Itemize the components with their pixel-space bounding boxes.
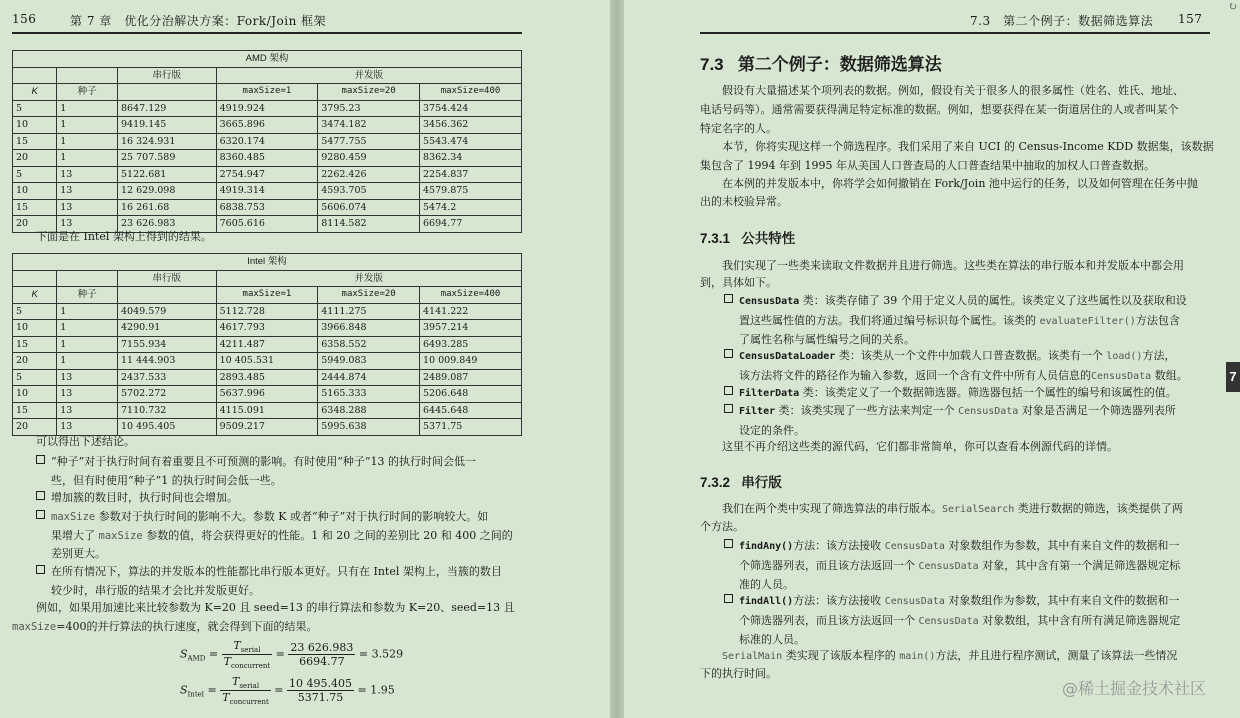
table-cell: 10 xyxy=(13,386,57,403)
paragraph-line: 我们在两个类中实现了筛选算法的串行版本。SerialSearch 类进行数据的筛选，该类提供了两 xyxy=(722,502,1183,515)
table-cell: 20 xyxy=(13,353,57,370)
table-cell: 3754.424 xyxy=(420,100,522,117)
table-cell: 13 xyxy=(57,402,118,419)
table-cell: 5 xyxy=(13,166,57,183)
table-row xyxy=(13,303,522,320)
maxsize-20-header: maxSize=20 xyxy=(318,84,420,101)
table-cell: 5112.728 xyxy=(216,303,318,320)
book-gutter xyxy=(610,0,624,718)
maxsize-1-header: maxSize=1 xyxy=(216,84,318,101)
table-cell: 13 xyxy=(57,183,118,200)
table-cell: 5637.996 xyxy=(216,386,318,403)
table-cell: 2262.426 xyxy=(318,166,420,183)
serial-header: 串行版 xyxy=(118,67,217,84)
table-cell: 9509.217 xyxy=(216,419,318,436)
table-cell: 5474.2 xyxy=(420,199,522,216)
table-cell: 6838.753 xyxy=(216,199,318,216)
paragraph-line: SerialMain 类实现了该版本程序的 main()方法，并且进行程序测试，测量了该算法一些情况 xyxy=(722,649,1178,662)
table-cell: 5995.638 xyxy=(318,419,420,436)
table-cell: 4115.091 xyxy=(216,402,318,419)
class-bullet-filterdata: FilterData 类：该类定义了一个数据筛选器。筛选器包括一个属性的编号和该属性的值。 xyxy=(724,384,1177,404)
table-cell: 2754.947 xyxy=(216,166,318,183)
method-bullet-findall: findAll()方法：该方法接收 CensusData 对象数组作为参数，其中有来自文件的数据和一 个筛选器列表，而且该方法返回一个 CensusData 对象数组，其中含有所有满足筛选器规定 标准的人员。 xyxy=(724,592,1214,650)
table-cell: 3474.182 xyxy=(318,117,420,134)
paragraph-line: 集包含了 1994 年到 1995 年从美国人口普查局的人口普查结果中抽取的加权人口普查数据。 xyxy=(700,159,1155,172)
conclusion-bullet-2: 增加簇的数目时，执行时间也会增加。 xyxy=(36,489,238,508)
table-cell: 6348.288 xyxy=(318,402,420,419)
method-bullet-findany: findAny()方法：该方法接收 CensusData 对象数组作为参数，其中有来自文件的数据和一 个筛选器列表，而且该方法返回一个 CensusData 对象，其中含有第一个满足筛选器规定标 准的人员。 xyxy=(724,537,1214,595)
table-row xyxy=(13,402,522,419)
checkbox-bullet-icon xyxy=(36,565,45,574)
chapter-side-tab[interactable]: 7 xyxy=(1226,362,1240,392)
maxsize-400-header: maxSize=400 xyxy=(420,84,522,101)
table-cell: 8362.34 xyxy=(420,150,522,167)
table-row xyxy=(13,369,522,386)
table-cell: 6320.174 xyxy=(216,133,318,150)
table-cell: 20 xyxy=(13,216,57,233)
table-row xyxy=(13,320,522,337)
conclusion-bullet-1: “种子”对于执行时间有着重要且不可预测的影响。有时使用“种子”13 的执行时间会低一 些，但有时使用“种子”1 的执行时间会低一些。 xyxy=(36,453,526,490)
class-bullet-filter: Filter 类：该类实现了一些方法来判定一个 CensusData 对象是否满足一个筛选器列表所 设定的条件。 xyxy=(724,402,1214,440)
table-cell: 1 xyxy=(57,320,118,337)
table-cell: 4049.579 xyxy=(118,303,217,320)
table-cell: 9419.145 xyxy=(118,117,217,134)
table-cell: 1 xyxy=(57,303,118,320)
table-cell: 5 xyxy=(13,303,57,320)
table-cell: 2254.837 xyxy=(420,166,522,183)
table-cell: 15 xyxy=(13,199,57,216)
paragraph-line: 到，具体如下。 xyxy=(700,276,777,289)
k-header: K xyxy=(13,84,57,101)
right-page xyxy=(624,0,1240,718)
table-cell: 4579.875 xyxy=(420,183,522,200)
table-cell: 25 707.589 xyxy=(118,150,217,167)
maxsize-1-header: maxSize=1 xyxy=(216,287,318,304)
table-cell: 3665.896 xyxy=(216,117,318,134)
table-cell: 6445.648 xyxy=(420,402,522,419)
table-cell: 13 xyxy=(57,419,118,436)
class-bullet-censusdataloader: CensusDataLoader 类：该类从一个文件中加载人口普查数据。该类有一个 load()方法， 该方法将文件的路径作为输入参数，返回一个含有文件中所有人员信息的CensusData 数组。 xyxy=(724,347,1214,386)
table-cell: 4617.793 xyxy=(216,320,318,337)
conclusion-bullet-3: maxSize 参数对于执行时间的影响不大。参数 K 或者“种子”对于执行时间的影响较大。如 果增大了 maxSize 参数的值，将会获得更好的性能。1 和 20 之间的差别比 20 和 400 之间的 差别更大。 xyxy=(36,508,526,564)
right-page-number: 157 xyxy=(1178,12,1203,26)
table-row xyxy=(13,166,522,183)
checkbox-bullet-icon xyxy=(36,455,45,464)
checkbox-bullet-icon xyxy=(36,491,45,500)
table-cell: 2489.087 xyxy=(420,369,522,386)
table-cell: 5702.272 xyxy=(118,386,217,403)
table-cell: 4111.275 xyxy=(318,303,420,320)
table-cell: 13 xyxy=(57,216,118,233)
table-cell: 5606.074 xyxy=(318,199,420,216)
header-rule xyxy=(700,32,1210,34)
table-cell: 11 444.903 xyxy=(118,353,217,370)
table-cell: 10 405.531 xyxy=(216,353,318,370)
paragraph-line: 在本例的并发版本中，你将学会如何撤销在 Fork/Join 池中运行的任务，以及如何管理在任务中抛 xyxy=(722,177,1198,190)
k-header: K xyxy=(13,287,57,304)
table-cell: 1 xyxy=(57,336,118,353)
table-row xyxy=(13,117,522,134)
checkbox-bullet-icon xyxy=(724,386,733,395)
table-cell: 13 xyxy=(57,199,118,216)
table-cell: 5543.474 xyxy=(420,133,522,150)
amd-table-body xyxy=(13,100,522,232)
table-row xyxy=(13,150,522,167)
table-cell: 8647.129 xyxy=(118,100,217,117)
table-cell: 20 xyxy=(13,419,57,436)
table-cell: 6358.552 xyxy=(318,336,420,353)
parallel-header: 并发版 xyxy=(216,67,521,84)
table-cell: 13 xyxy=(57,166,118,183)
table-row xyxy=(13,133,522,150)
table-cell: 6493.285 xyxy=(420,336,522,353)
table-cell: 1 xyxy=(57,150,118,167)
section-heading: 7.3 第二个例子：数据筛选算法 xyxy=(700,55,942,74)
example-line-1: 例如，如果用加速比来比较参数为 K=20 且 seed=13 的串行算法和参数为 K=20、seed=13 且 xyxy=(36,601,515,614)
table-cell: 1 xyxy=(57,117,118,134)
checkbox-bullet-icon xyxy=(724,294,733,303)
table-cell: 4919.314 xyxy=(216,183,318,200)
subsection-heading: 7.3.1 公共特性 xyxy=(700,231,796,246)
class-bullet-censusdata: CensusData 类：该类存储了 39 个用于定义人员的属性。该类定义了这些属性以及获取和设 置这些属性值的方法。我们将通过编号标识每个属性。该类的 evaluateFilter()方法包含 了属性名称与属性编号之间的关系。 xyxy=(724,292,1214,350)
table-cell: 5 xyxy=(13,369,57,386)
table-cell: 5206.648 xyxy=(420,386,522,403)
table-cell: 3795.23 xyxy=(318,100,420,117)
seed-header: 种子 xyxy=(57,287,118,304)
table-cell: 8360.485 xyxy=(216,150,318,167)
table-cell: 7155.934 xyxy=(118,336,217,353)
speedup-formula-intel: $S_{Intel}$ = $\frac{T_{serial}}{T_{concurrent}}$ = $\frac{10 495.405}{5371.75}$ = 1.95 xyxy=(180,675,395,706)
table-row xyxy=(13,386,522,403)
table-cell: 6694.77 xyxy=(420,216,522,233)
table-cell: 5477.755 xyxy=(318,133,420,150)
paragraph-line: 本节，你将实现这样一个筛选程序。我们采用了来自 UCI 的 Census-Income KDD 数据集，该数据 xyxy=(722,140,1214,153)
table-cell: 4211.487 xyxy=(216,336,318,353)
paragraph-line: 这里不再介绍这些类的源代码，它们都非常简单，你可以查看本例源代码的详情。 xyxy=(722,440,1118,453)
table-cell: 4593.705 xyxy=(318,183,420,200)
seed-header: 种子 xyxy=(57,84,118,101)
conclusion-bullet-4: 在所有情况下，算法的并发版本的性能都比串行版本更好。只有在 Intel 架构上，当簇的数目 较少时，串行版的结果才会比并发版更好。 xyxy=(36,563,526,600)
amd-results-table xyxy=(12,50,522,233)
table-row xyxy=(13,183,522,200)
parallel-header: 并发版 xyxy=(216,270,521,287)
table-cell: 7605.616 xyxy=(216,216,318,233)
table-cell: 3957.214 xyxy=(420,320,522,337)
right-running-head: 7.3 第二个例子：数据筛选算法 xyxy=(970,14,1154,28)
left-running-head: 第 7 章 优化分治解决方案：Fork/Join 框架 xyxy=(70,14,327,28)
table-cell: 5949.083 xyxy=(318,353,420,370)
paragraph-line: 下的执行时间。 xyxy=(700,667,777,680)
header-rule xyxy=(12,32,522,34)
table-cell: 20 xyxy=(13,150,57,167)
paragraph-line: 电话号码等）。通常需要获得满足特定标准的数据。例如，想要获得在某一街道居住的人或者叫某个 xyxy=(700,103,1179,116)
paragraph-line: 个方法。 xyxy=(700,520,744,533)
watermark-text: @稀土掘金技术社区 xyxy=(1062,679,1207,698)
table-cell: 13 xyxy=(57,369,118,386)
intel-intro: 下面是在 Intel 架构上得到的结果。 xyxy=(36,230,212,243)
left-page xyxy=(0,0,610,718)
paragraph-line: 特定名字的人。 xyxy=(700,122,777,135)
table-cell: 1 xyxy=(57,133,118,150)
table-cell: 10 009.849 xyxy=(420,353,522,370)
table-cell: 4919.924 xyxy=(216,100,318,117)
table-cell: 12 629.098 xyxy=(118,183,217,200)
checkbox-bullet-icon xyxy=(724,594,733,603)
conclusion-intro: 可以得出下述结论。 xyxy=(36,435,135,448)
table-cell: 10 495.405 xyxy=(118,419,217,436)
paragraph-line: 我们实现了一些类来读取文件数据并且进行筛选。这些类在算法的串行版本和并发版本中都会用 xyxy=(722,259,1184,272)
checkbox-bullet-icon xyxy=(724,404,733,413)
table-cell: 15 xyxy=(13,336,57,353)
example-line-2: maxSize=400的并行算法的执行速度，就会得到下面的结果。 xyxy=(12,620,318,633)
table-cell: 16 324.931 xyxy=(118,133,217,150)
table-cell: 4290.91 xyxy=(118,320,217,337)
table-cell: 3966.848 xyxy=(318,320,420,337)
table-cell: 1 xyxy=(57,100,118,117)
table-cell: 8114.582 xyxy=(318,216,420,233)
intel-results-table xyxy=(12,253,522,436)
serial-header: 串行版 xyxy=(118,270,217,287)
table-caption: AMD 架构 xyxy=(13,51,522,68)
checkbox-bullet-icon xyxy=(724,539,733,548)
table-cell: 15 xyxy=(13,402,57,419)
table-cell: 15 xyxy=(13,133,57,150)
paragraph-line: 假设有大量描述某个项列表的数据。例如，假设有关于很多人的很多属性（姓名、姓氏、地址、 xyxy=(722,84,1184,97)
viewer-corner-icon[interactable]: ↻ xyxy=(1228,0,1238,13)
table-cell: 7110.732 xyxy=(118,402,217,419)
speedup-formula-amd: $S_{AMD}$ = $\frac{T_{serial}}{T_{concurrent}}$ = $\frac{23 626.983}{6694.77}$ = 3.529 xyxy=(180,639,404,670)
table-cell: 1 xyxy=(57,353,118,370)
maxsize-400-header: maxSize=400 xyxy=(420,287,522,304)
table-row xyxy=(13,353,522,370)
table-cell: 9280.459 xyxy=(318,150,420,167)
table-cell: 2893.485 xyxy=(216,369,318,386)
table-row xyxy=(13,336,522,353)
maxsize-20-header: maxSize=20 xyxy=(318,287,420,304)
table-cell: 5165.333 xyxy=(318,386,420,403)
table-cell: 3456.362 xyxy=(420,117,522,134)
table-caption: Intel 架构 xyxy=(13,254,522,271)
table-cell: 2444.874 xyxy=(318,369,420,386)
table-cell: 10 xyxy=(13,320,57,337)
table-cell: 23 626.983 xyxy=(118,216,217,233)
checkbox-bullet-icon xyxy=(36,510,45,519)
table-cell: 4141.222 xyxy=(420,303,522,320)
intel-table-body xyxy=(13,303,522,435)
table-cell: 10 xyxy=(13,117,57,134)
paragraph-line: 出的未校验异常。 xyxy=(700,195,788,208)
table-cell: 5122.681 xyxy=(118,166,217,183)
table-row xyxy=(13,199,522,216)
checkbox-bullet-icon xyxy=(724,349,733,358)
table-cell: 16 261.68 xyxy=(118,199,217,216)
table-cell: 10 xyxy=(13,183,57,200)
table-cell: 5371.75 xyxy=(420,419,522,436)
table-cell: 5 xyxy=(13,100,57,117)
table-row xyxy=(13,100,522,117)
table-cell: 2437.533 xyxy=(118,369,217,386)
subsection-heading: 7.3.2 串行版 xyxy=(700,475,782,490)
table-cell: 13 xyxy=(57,386,118,403)
left-page-number: 156 xyxy=(12,12,37,26)
